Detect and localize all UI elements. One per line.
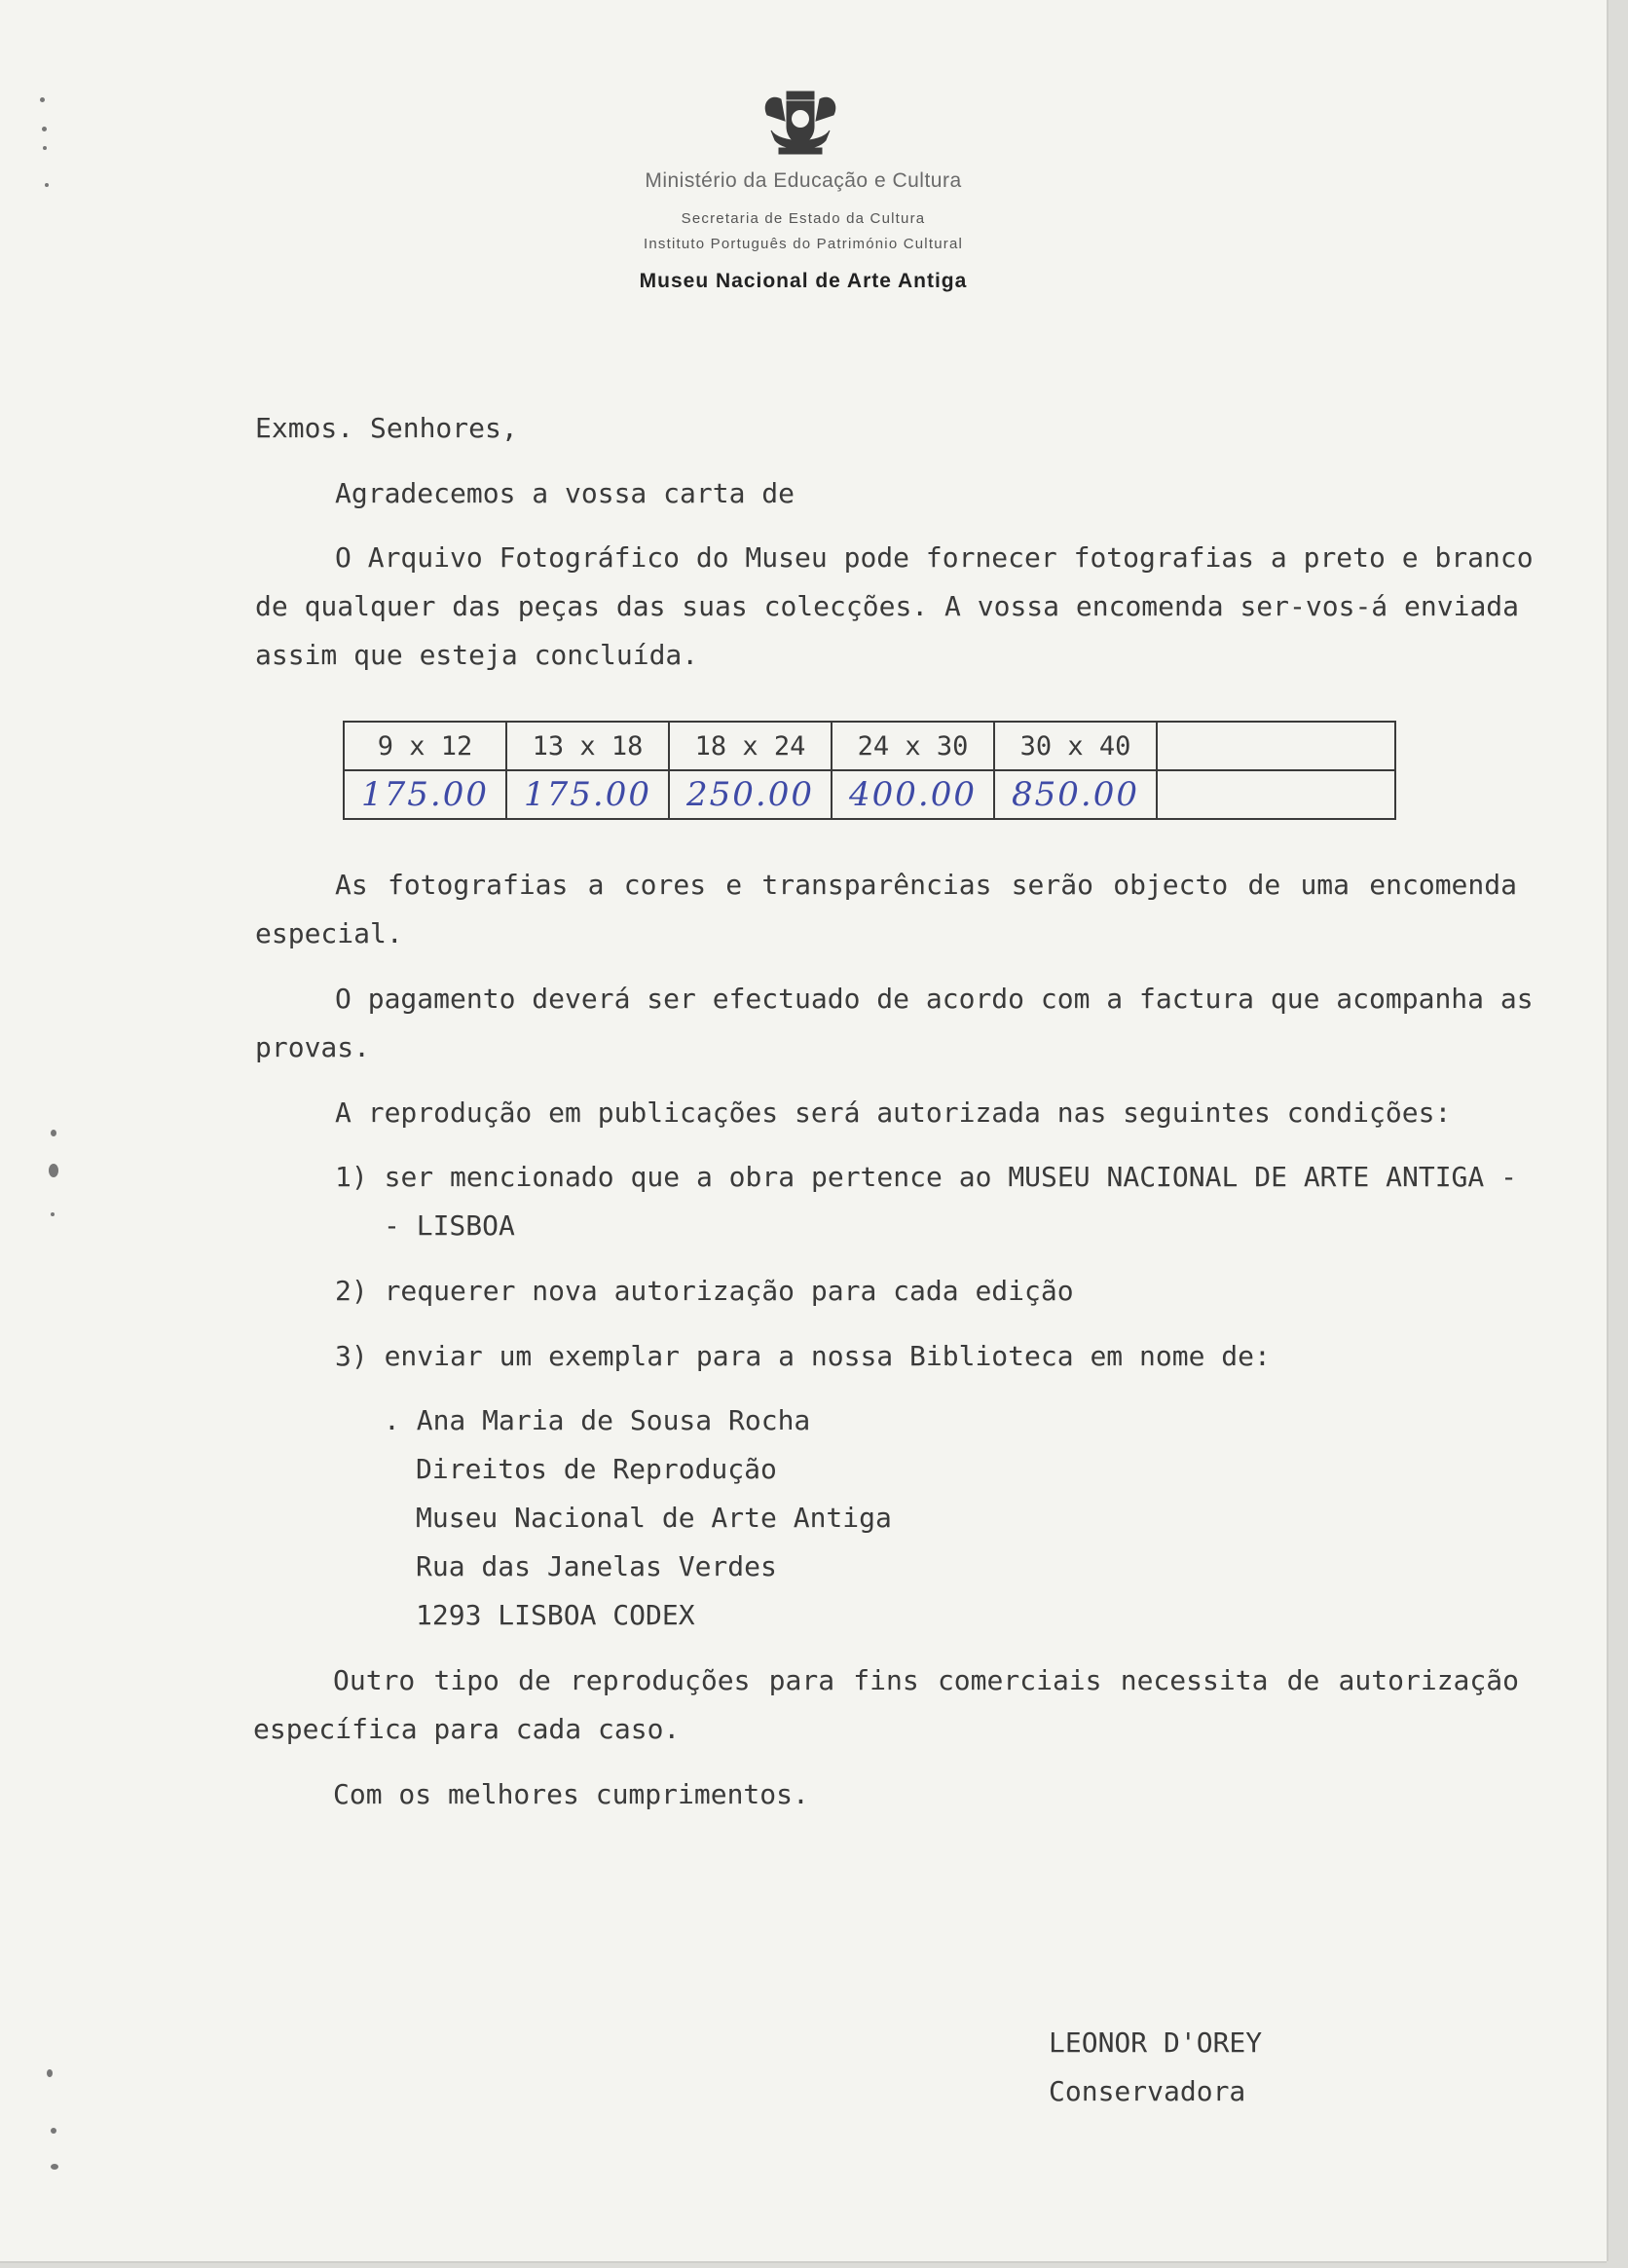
handwritten-price: 850.00: [994, 770, 1157, 819]
size-cell: 24 x 30: [832, 722, 994, 770]
paragraph-line: assim que esteja concluída.: [255, 639, 699, 671]
size-cell: 18 x 24: [669, 722, 832, 770]
size-row: [344, 722, 1395, 770]
condition-item: 2) requerer nova autorização para cada edição: [335, 1275, 1074, 1307]
address-name: . Ana Maria de Sousa Rocha: [384, 1404, 811, 1436]
address-street: Rua das Janelas Verdes: [416, 1550, 777, 1582]
paragraph-line: provas.: [255, 1031, 371, 1063]
handwritten-price: 400.00: [832, 770, 994, 819]
signatory-name: LEONOR D'OREY: [1049, 2026, 1263, 2059]
size-cell: 30 x 40: [994, 722, 1157, 770]
paragraph-line: especial.: [255, 917, 403, 949]
condition-item: 3) enviar um exemplar para a nossa Biblioteca em nome de:: [335, 1340, 1271, 1372]
address-dept: Direitos de Reprodução: [416, 1453, 777, 1485]
paragraph-line: O pagamento deverá ser efectuado de acordo com a factura que acompanha as: [335, 983, 1534, 1015]
size-cell: [1157, 722, 1395, 770]
address-museum: Museu Nacional de Arte Antiga: [416, 1502, 892, 1534]
address-city: 1293 LISBOA CODEX: [416, 1599, 695, 1631]
paragraph-line: de qualquer das peças das suas colecções. A vossa encomenda ser-vos-á enviada: [255, 590, 1520, 622]
handwritten-price: 175.00: [344, 770, 506, 819]
paper-speck: [51, 2128, 56, 2134]
paragraph-line: O Arquivo Fotográfico do Museu pode fornecer fotografias a preto e branco: [335, 541, 1534, 574]
paper-speck: [42, 127, 47, 131]
condition-item: 1) ser mencionado que a obra pertence ao MUSEU NACIONAL DE ARTE ANTIGA -: [335, 1161, 1517, 1193]
paper-speck: [51, 1212, 55, 1216]
secretaria-name: Secretaria de Estado da Cultura: [681, 210, 926, 227]
size-cell: 13 x 18: [506, 722, 669, 770]
handwritten-price: 175.00: [506, 770, 669, 819]
handwritten-price: 250.00: [669, 770, 832, 819]
ministry-name: Ministério da Educação e Cultura: [645, 169, 962, 192]
paper-speck: [49, 1164, 58, 1177]
signatory-title: Conservadora: [1049, 2075, 1246, 2107]
intro-line: Agradecemos a vossa carta de: [335, 477, 796, 509]
salutation: Exmos. Senhores,: [255, 412, 518, 444]
price-table: [343, 721, 1396, 820]
conditions-intro: A reprodução em publicações será autorizada nas seguintes condições:: [335, 1097, 1452, 1129]
price-row: [344, 770, 1395, 819]
closing-line: Com os melhores cumprimentos.: [333, 1778, 809, 1810]
condition-item-continuation: - LISBOA: [384, 1209, 515, 1242]
museum-name: Museu Nacional de Arte Antiga: [639, 270, 968, 292]
paper-speck: [51, 1130, 56, 1136]
instituto-name: Instituto Português do Património Cultural: [643, 236, 964, 252]
paper-speck: [43, 146, 47, 150]
size-cell: 9 x 12: [344, 722, 506, 770]
paper-speck: [47, 2069, 53, 2077]
paper-speck: [51, 2164, 58, 2170]
paragraph-line: Outro tipo de reproduções para fins comerciais necessita de autorização: [333, 1664, 1519, 1696]
portuguese-coat-of-arms-icon: [758, 86, 843, 160]
paragraph-line: específica para cada caso.: [253, 1713, 681, 1745]
paragraph-line: As fotografias a cores e transparências serão objecto de uma encomenda: [335, 869, 1517, 901]
paper-speck: [40, 97, 45, 102]
handwritten-price: [1157, 770, 1395, 819]
